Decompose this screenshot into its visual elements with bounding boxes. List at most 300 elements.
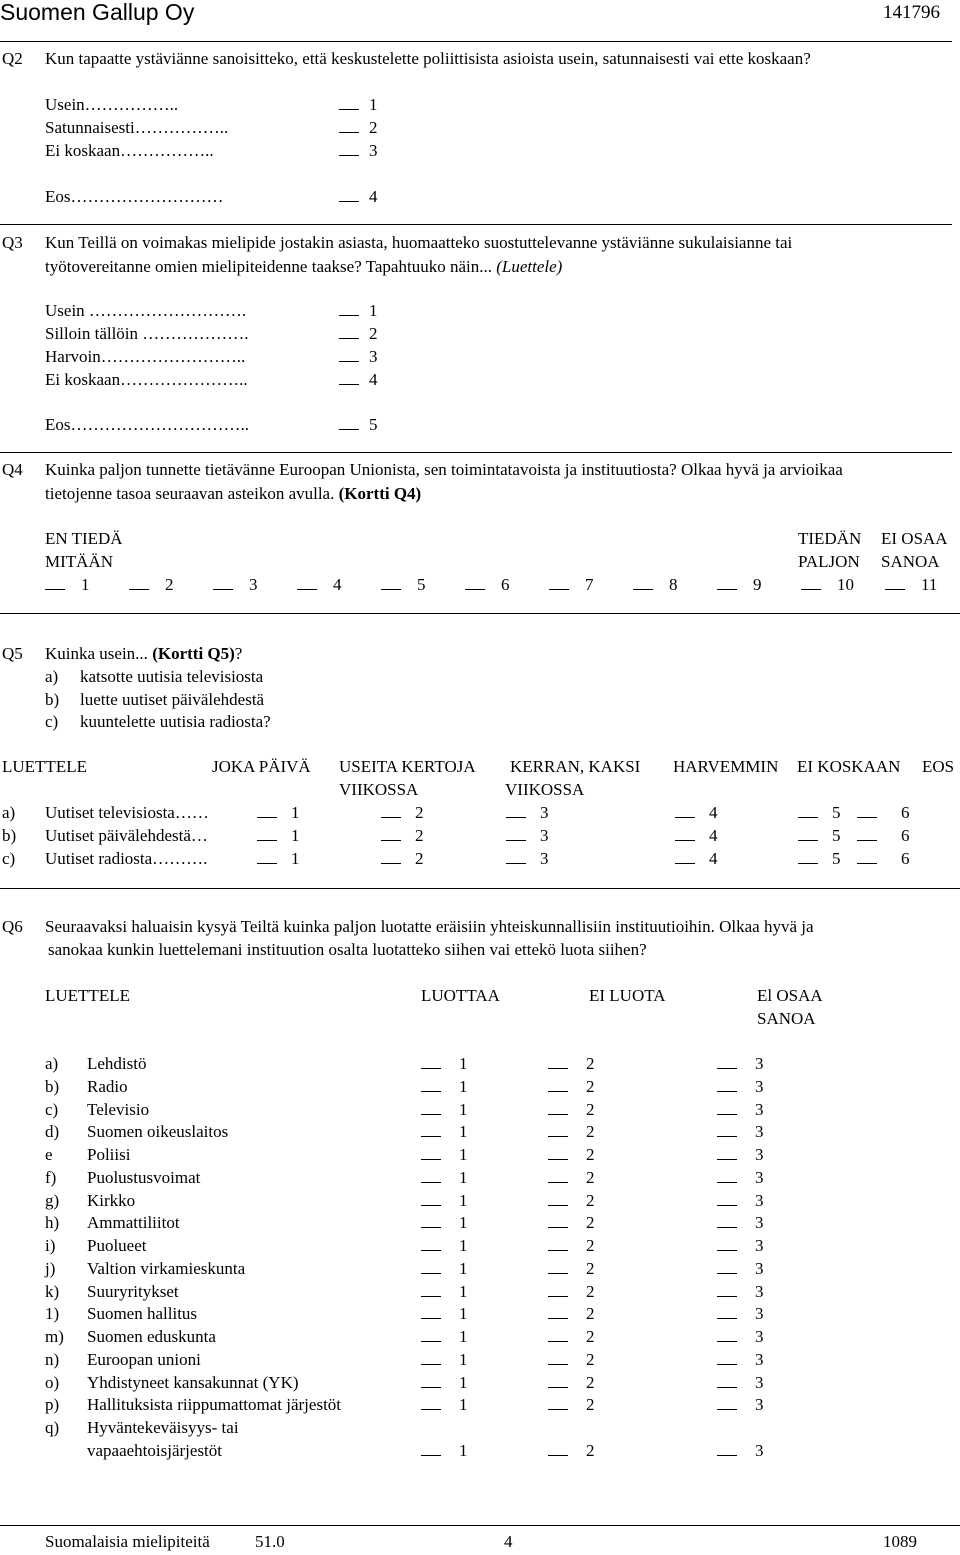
answer-blank[interactable] — [339, 347, 359, 362]
answer-blank[interactable] — [717, 1327, 737, 1342]
scale-value: 10 — [837, 575, 854, 594]
answer-blank[interactable] — [421, 1213, 441, 1228]
answer-blank[interactable] — [548, 1145, 568, 1160]
row-letter: f) — [45, 1168, 57, 1187]
answer-blank[interactable] — [45, 575, 65, 590]
scale-option[interactable] — [381, 574, 426, 596]
scale-option[interactable] — [885, 574, 937, 596]
answer-blank[interactable] — [549, 575, 569, 590]
answer-option[interactable] — [548, 1235, 595, 1257]
answer-code: 5 — [832, 826, 841, 845]
answer-code: 1 — [291, 849, 300, 868]
answer-option[interactable] — [548, 1349, 595, 1371]
answer-option[interactable] — [717, 1303, 764, 1325]
question-text: Kuinka usein... — [45, 644, 153, 663]
answer-option[interactable] — [548, 1053, 595, 1075]
scale-left-label: MITÄÄN — [45, 552, 113, 571]
answer-option[interactable] — [548, 1099, 595, 1121]
answer-code: 2 — [586, 1054, 595, 1073]
subitem-text: kuuntelette uutisia radiosta? — [80, 712, 271, 731]
answer-code: 3 — [369, 347, 378, 366]
header-once: VIIKOSSA — [505, 780, 585, 799]
answer-option[interactable] — [506, 802, 549, 824]
answer-blank[interactable] — [548, 1077, 568, 1092]
row-letter: d) — [45, 1122, 60, 1141]
answer-option[interactable] — [339, 140, 378, 162]
answer-code: 4 — [709, 826, 718, 845]
answer-option[interactable] — [675, 848, 718, 870]
answer-code: 3 — [540, 826, 549, 845]
answer-blank[interactable] — [717, 1350, 737, 1365]
answer-code: 2 — [586, 1350, 595, 1369]
answer-option[interactable] — [717, 1281, 764, 1303]
answer-blank[interactable] — [857, 803, 877, 818]
answer-code: 1 — [459, 1350, 468, 1369]
answer-option[interactable] — [548, 1167, 595, 1189]
answer-code: 2 — [586, 1100, 595, 1119]
answer-blank[interactable] — [548, 1441, 568, 1456]
answer-code: 5 — [369, 415, 378, 434]
answer-blank[interactable] — [548, 1100, 568, 1115]
answer-option[interactable] — [717, 1053, 764, 1075]
answer-option[interactable] — [257, 848, 300, 870]
subitem-letter: a) — [45, 667, 59, 686]
answer-blank[interactable] — [717, 1054, 737, 1069]
answer-blank[interactable] — [717, 575, 737, 590]
answer-option[interactable] — [421, 1212, 468, 1234]
divider — [0, 613, 960, 614]
scale-left-label: EN TIEDÄ — [45, 529, 123, 548]
answer-code: 1 — [459, 1054, 468, 1073]
answer-option[interactable] — [421, 1099, 468, 1121]
answer-option[interactable] — [506, 825, 549, 847]
row-label: Radio — [87, 1077, 128, 1096]
question-text-line1: Seuraavaksi haluaisin kysyä Teiltä kuinka paljon luotatte eräisiin yhteiskunnallisiin instituutioihin. Olkaa hyvä ja — [45, 917, 814, 936]
answer-blank[interactable] — [717, 1168, 737, 1183]
answer-code: 1 — [459, 1191, 468, 1210]
row-letter: i) — [45, 1236, 56, 1255]
answer-code: 5 — [832, 849, 841, 868]
scale-eos-label: SANOA — [881, 552, 940, 571]
row-label: Suomen eduskunta — [87, 1327, 216, 1346]
row-letter: n) — [45, 1350, 60, 1369]
answer-code: 1 — [459, 1259, 468, 1278]
header-eos: El OSAA — [757, 986, 823, 1005]
header-never: EI KOSKAAN — [797, 757, 901, 776]
row-letter: b) — [45, 1077, 60, 1096]
scale-value: 1 — [81, 575, 90, 594]
answer-blank[interactable] — [548, 1373, 568, 1388]
answer-blank[interactable] — [717, 1282, 737, 1297]
answer-blank[interactable] — [381, 575, 401, 590]
answer-blank[interactable] — [548, 1122, 568, 1137]
answer-blank[interactable] — [548, 1259, 568, 1274]
answer-option[interactable] — [857, 848, 910, 870]
answer-option[interactable] — [717, 1167, 764, 1189]
scale-value: 2 — [165, 575, 174, 594]
answer-code: 3 — [755, 1122, 764, 1141]
answer-option[interactable] — [257, 825, 300, 847]
answer-code: 2 — [586, 1213, 595, 1232]
answer-blank[interactable] — [381, 826, 401, 841]
answer-blank[interactable] — [548, 1213, 568, 1228]
scale-right-label: PALJON — [798, 552, 860, 571]
answer-code: 2 — [586, 1259, 595, 1278]
answer-blank[interactable] — [421, 1054, 441, 1069]
answer-blank[interactable] — [506, 826, 526, 841]
answer-blank[interactable] — [548, 1350, 568, 1365]
answer-code: 1 — [459, 1168, 468, 1187]
scale-value: 6 — [501, 575, 510, 594]
answer-option[interactable] — [339, 414, 378, 436]
subitem-letter: b) — [45, 690, 60, 709]
answer-blank[interactable] — [798, 803, 818, 818]
answer-blank[interactable] — [421, 1304, 441, 1319]
answer-blank[interactable] — [421, 1395, 441, 1410]
answer-option[interactable] — [339, 117, 378, 139]
answer-code: 1 — [459, 1441, 468, 1460]
answer-blank[interactable] — [675, 849, 695, 864]
answer-blank[interactable] — [717, 1441, 737, 1456]
answer-blank[interactable] — [297, 575, 317, 590]
answer-blank[interactable] — [257, 826, 277, 841]
answer-blank[interactable] — [421, 1282, 441, 1297]
row-letter: b) — [2, 826, 17, 845]
option-label: Harvoin…………………….. — [45, 347, 246, 366]
answer-blank[interactable] — [257, 803, 277, 818]
question-text-line2: sanokaa kunkin luettelemani instituution osalta luotatteko siihen vai ettekö luota siihen? — [48, 940, 647, 959]
scale-option[interactable] — [45, 574, 90, 596]
answer-code: 1 — [369, 301, 378, 320]
answer-option[interactable] — [717, 1144, 764, 1166]
answer-option[interactable] — [421, 1281, 468, 1303]
answer-blank[interactable] — [381, 849, 401, 864]
answer-option[interactable] — [421, 1394, 468, 1416]
row-letter: q) — [45, 1418, 60, 1437]
answer-code: 3 — [755, 1145, 764, 1164]
answer-blank[interactable] — [421, 1327, 441, 1342]
answer-blank[interactable] — [421, 1236, 441, 1251]
scale-value: 7 — [585, 575, 594, 594]
row-label: Kirkko — [87, 1191, 136, 1210]
answer-blank[interactable] — [798, 849, 818, 864]
footer-code: 1089 — [883, 1532, 917, 1551]
answer-option[interactable] — [421, 1349, 468, 1371]
answer-blank[interactable] — [506, 803, 526, 818]
answer-code: 2 — [586, 1122, 595, 1141]
answer-option[interactable] — [717, 1326, 764, 1348]
answer-code: 1 — [459, 1236, 468, 1255]
answer-code: 6 — [901, 803, 910, 822]
answer-option[interactable] — [339, 186, 378, 208]
answer-blank[interactable] — [857, 826, 877, 841]
answer-option[interactable] — [717, 1349, 764, 1371]
header-list: LUETTELE — [45, 986, 130, 1005]
answer-option[interactable] — [548, 1076, 595, 1098]
scale-option[interactable] — [633, 574, 678, 596]
question-number: Q2 — [2, 49, 23, 68]
footer-title: Suomalaisia mielipiteitä — [45, 1532, 210, 1551]
answer-blank[interactable] — [548, 1395, 568, 1410]
answer-code: 2 — [586, 1327, 595, 1346]
answer-code: 2 — [415, 826, 424, 845]
answer-option[interactable] — [421, 1167, 468, 1189]
answer-option[interactable] — [339, 94, 378, 116]
answer-code: 4 — [709, 849, 718, 868]
answer-code: 3 — [755, 1100, 764, 1119]
row-label: vapaaehtoisjärjestöt — [87, 1441, 223, 1460]
answer-blank[interactable] — [421, 1350, 441, 1365]
answer-option[interactable] — [798, 848, 841, 870]
answer-option[interactable] — [717, 1440, 764, 1462]
answer-option[interactable] — [339, 346, 378, 368]
answer-blank[interactable] — [421, 1259, 441, 1274]
scale-option[interactable] — [717, 574, 762, 596]
answer-option[interactable] — [717, 1190, 764, 1212]
subitem-letter: c) — [45, 712, 59, 731]
question-text-line1: Kun Teillä on voimakas mielipide jostakin asiasta, huomaatteko suostuttelevanne ystäviänne sukulaisianne tai — [45, 233, 793, 252]
answer-blank[interactable] — [421, 1191, 441, 1206]
question-number: Q6 — [2, 917, 23, 936]
answer-option[interactable] — [717, 1099, 764, 1121]
answer-blank[interactable] — [717, 1213, 737, 1228]
row-label: Poliisi — [87, 1145, 131, 1164]
answer-option[interactable] — [421, 1235, 468, 1257]
scale-option[interactable] — [129, 574, 174, 596]
row-letter: a) — [2, 803, 16, 822]
answer-blank[interactable] — [339, 324, 359, 339]
answer-option[interactable] — [717, 1121, 764, 1143]
answer-option[interactable] — [339, 300, 378, 322]
header-rarely: HARVEMMIN — [673, 757, 779, 776]
answer-option[interactable] — [548, 1258, 595, 1280]
header-list: LUETTELE — [2, 757, 87, 776]
card-reference: (Kortti Q5) — [152, 644, 235, 663]
answer-blank[interactable] — [339, 118, 359, 133]
answer-blank[interactable] — [421, 1373, 441, 1388]
scale-value: 4 — [333, 575, 342, 594]
row-letter: j) — [45, 1259, 56, 1278]
answer-option[interactable] — [548, 1440, 595, 1462]
answer-blank[interactable] — [421, 1168, 441, 1183]
answer-option[interactable] — [421, 1372, 468, 1394]
answer-blank[interactable] — [717, 1373, 737, 1388]
row-letter: 1) — [45, 1304, 60, 1323]
answer-option[interactable] — [381, 848, 424, 870]
option-label: Eos………………………….. — [45, 415, 249, 434]
answer-option[interactable] — [548, 1212, 595, 1234]
answer-blank[interactable] — [465, 575, 485, 590]
answer-blank[interactable] — [633, 575, 653, 590]
subitem-text: katsotte uutisia televisiosta — [80, 667, 264, 686]
answer-option[interactable] — [339, 323, 378, 345]
answer-option[interactable] — [717, 1372, 764, 1394]
answer-option[interactable] — [857, 802, 910, 824]
answer-blank[interactable] — [675, 826, 695, 841]
answer-blank[interactable] — [421, 1441, 441, 1456]
answer-option[interactable] — [717, 1076, 764, 1098]
row-label: Puolueet — [87, 1236, 147, 1255]
instruction: (Luettele) — [496, 257, 563, 276]
answer-code: 2 — [586, 1441, 595, 1460]
answer-blank[interactable] — [885, 575, 905, 590]
answer-blank[interactable] — [548, 1304, 568, 1319]
answer-blank[interactable] — [717, 1122, 737, 1137]
answer-blank[interactable] — [717, 1304, 737, 1319]
answer-option[interactable] — [548, 1190, 595, 1212]
answer-option[interactable] — [675, 802, 718, 824]
scale-option[interactable] — [213, 574, 258, 596]
answer-option[interactable] — [421, 1303, 468, 1325]
answer-blank[interactable] — [548, 1168, 568, 1183]
answer-code: 3 — [755, 1304, 764, 1323]
row-label: Televisio — [87, 1100, 150, 1119]
option-label: Satunnaisesti…………….. — [45, 118, 229, 137]
row-letter: g) — [45, 1191, 60, 1210]
answer-option[interactable] — [717, 1394, 764, 1416]
question-text-line2 — [45, 483, 421, 505]
scale-option[interactable] — [801, 574, 854, 596]
answer-option[interactable] — [421, 1053, 468, 1075]
row-letter: o) — [45, 1373, 60, 1392]
answer-option[interactable] — [717, 1212, 764, 1234]
answer-option[interactable] — [506, 848, 549, 870]
answer-blank[interactable] — [548, 1327, 568, 1342]
answer-code: 2 — [586, 1282, 595, 1301]
answer-code: 4 — [369, 370, 378, 389]
scale-option[interactable] — [549, 574, 594, 596]
answer-blank[interactable] — [717, 1259, 737, 1274]
answer-blank[interactable] — [257, 849, 277, 864]
answer-option[interactable] — [548, 1326, 595, 1348]
header-notrust: EI LUOTA — [589, 986, 666, 1005]
answer-blank[interactable] — [857, 849, 877, 864]
answer-option[interactable] — [421, 1258, 468, 1280]
row-label: Euroopan unioni — [87, 1350, 201, 1369]
answer-code: 6 — [901, 826, 910, 845]
answer-option[interactable] — [381, 802, 424, 824]
answer-blank[interactable] — [421, 1077, 441, 1092]
scale-option[interactable] — [465, 574, 510, 596]
answer-code: 3 — [755, 1191, 764, 1210]
answer-option[interactable] — [548, 1121, 595, 1143]
option-label: Usein…………….. — [45, 95, 179, 114]
answer-option[interactable] — [339, 369, 378, 391]
answer-code: 2 — [586, 1304, 595, 1323]
answer-code: 1 — [459, 1327, 468, 1346]
scale-option[interactable] — [297, 574, 342, 596]
answer-code: 1 — [459, 1282, 468, 1301]
answer-code: 2 — [586, 1373, 595, 1392]
subitem-text: luette uutiset päivälehdestä — [80, 690, 265, 709]
answer-option[interactable] — [421, 1190, 468, 1212]
answer-code: 3 — [755, 1054, 764, 1073]
answer-code: 2 — [415, 849, 424, 868]
question-number: Q4 — [2, 460, 23, 479]
answer-option[interactable] — [548, 1372, 595, 1394]
answer-option[interactable] — [675, 825, 718, 847]
answer-code: 3 — [755, 1395, 764, 1414]
answer-blank[interactable] — [339, 301, 359, 316]
answer-option[interactable] — [421, 1144, 468, 1166]
answer-blank[interactable] — [129, 575, 149, 590]
answer-blank[interactable] — [421, 1145, 441, 1160]
answer-option[interactable] — [548, 1394, 595, 1416]
answer-code: 2 — [586, 1077, 595, 1096]
answer-blank[interactable] — [339, 95, 359, 110]
option-label: Silloin tällöin ………………. — [45, 324, 249, 343]
answer-code: 1 — [369, 95, 378, 114]
answer-option[interactable] — [717, 1235, 764, 1257]
header-eos: SANOA — [757, 1009, 816, 1028]
answer-option[interactable] — [421, 1076, 468, 1098]
question-text-line1: Kuinka paljon tunnette tietävänne Euroopan Unionista, sen toimintatavoista ja instituutiosta? Olkaa hyvä ja arvioikaa — [45, 460, 843, 479]
answer-option[interactable] — [717, 1258, 764, 1280]
scale-eos-label: EI OSAA — [881, 529, 948, 548]
answer-blank[interactable] — [339, 141, 359, 156]
answer-blank[interactable] — [381, 803, 401, 818]
answer-option[interactable] — [421, 1326, 468, 1348]
answer-option[interactable] — [381, 825, 424, 847]
answer-code: 3 — [755, 1213, 764, 1232]
answer-option[interactable] — [548, 1144, 595, 1166]
answer-blank[interactable] — [717, 1100, 737, 1115]
answer-code: 2 — [586, 1191, 595, 1210]
answer-option[interactable] — [548, 1281, 595, 1303]
answer-blank[interactable] — [798, 826, 818, 841]
answer-option[interactable] — [548, 1303, 595, 1325]
row-letter: a) — [45, 1054, 59, 1073]
answer-code: 3 — [755, 1441, 764, 1460]
answer-code: 1 — [459, 1100, 468, 1119]
answer-option[interactable] — [857, 825, 910, 847]
answer-blank[interactable] — [717, 1145, 737, 1160]
answer-blank[interactable] — [548, 1282, 568, 1297]
answer-blank[interactable] — [717, 1236, 737, 1251]
answer-blank[interactable] — [339, 415, 359, 430]
answer-code: 3 — [540, 849, 549, 868]
answer-option[interactable] — [257, 802, 300, 824]
answer-blank[interactable] — [675, 803, 695, 818]
answer-blank[interactable] — [213, 575, 233, 590]
answer-blank[interactable] — [421, 1122, 441, 1137]
answer-option[interactable] — [421, 1121, 468, 1143]
answer-option[interactable] — [798, 802, 841, 824]
answer-blank[interactable] — [548, 1236, 568, 1251]
footer-page: 4 — [504, 1532, 513, 1551]
answer-blank[interactable] — [548, 1054, 568, 1069]
answer-option[interactable] — [421, 1440, 468, 1462]
row-label: Hallituksista riippumattomat järjestöt — [87, 1395, 342, 1414]
answer-blank[interactable] — [717, 1077, 737, 1092]
divider — [0, 41, 952, 42]
row-letter: p) — [45, 1395, 60, 1414]
answer-blank[interactable] — [717, 1191, 737, 1206]
answer-blank[interactable] — [421, 1100, 441, 1115]
answer-blank[interactable] — [339, 187, 359, 202]
answer-blank[interactable] — [548, 1191, 568, 1206]
row-label: Suuryritykset — [87, 1282, 179, 1301]
answer-code: 1 — [459, 1373, 468, 1392]
answer-blank[interactable] — [339, 370, 359, 385]
answer-blank[interactable] — [717, 1395, 737, 1410]
row-label: Ammattiliitot — [87, 1213, 180, 1232]
answer-option[interactable] — [798, 825, 841, 847]
questionnaire-code: 141796 — [883, 2, 940, 23]
answer-blank[interactable] — [506, 849, 526, 864]
answer-code: 1 — [291, 826, 300, 845]
answer-blank[interactable] — [801, 575, 821, 590]
